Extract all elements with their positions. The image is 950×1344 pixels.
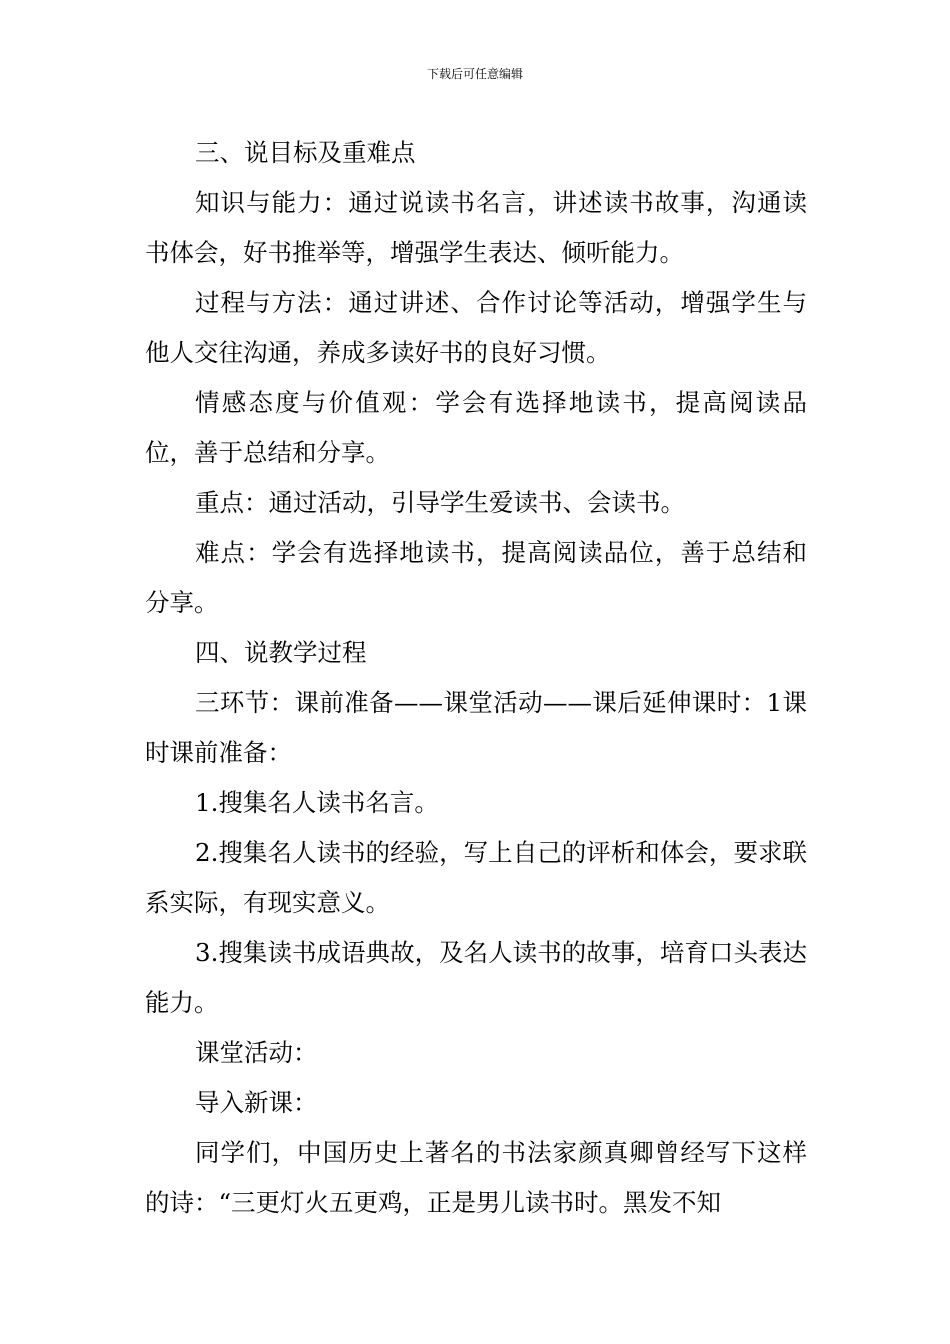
paragraph-emotion-values: 情感态度与价值观：学会有选择地读书，提高阅读品位，善于总结和分享。 <box>145 388 807 467</box>
subheading-class-activity: 课堂活动： <box>195 1038 318 1067</box>
paragraph-introduction-text: 同学们，中国历史上著名的书法家颜真卿曾经写下这样的诗：“三更灯火五更鸡，正是男儿读书时。黑发不知 <box>145 1138 807 1217</box>
list-item-3: 3.搜集读书成语典故，及名人读书的故事，培育口头表达能力。 <box>145 938 807 1017</box>
paragraph-key-point: 重点：通过活动，引导学生爱读书、会读书。 <box>195 488 685 517</box>
section-heading-teaching-process: 四、说教学过程 <box>195 638 367 667</box>
paragraph-process-method: 过程与方法：通过讲述、合作讨论等活动，增强学生与他人交往沟通，养成多读好书的良好习惯。 <box>145 288 807 367</box>
document-body <box>145 128 807 1228</box>
paragraph-three-stages: 三环节：课前准备——课堂活动——课后延伸课时：1课时课前准备： <box>145 688 807 767</box>
paragraph-difficult-point: 难点：学会有选择地读书，提高阅读品位，善于总结和分享。 <box>145 538 807 617</box>
list-item-2: 2.搜集名人读书的经验，写上自己的评析和体会，要求联系实际，有现实意义。 <box>145 838 807 917</box>
list-item-1: 1.搜集名人读书名言。 <box>195 788 439 817</box>
subheading-introduction: 导入新课： <box>195 1088 318 1117</box>
section-heading-goals: 三、说目标及重难点 <box>195 138 416 167</box>
paragraph-knowledge-ability: 知识与能力：通过说读书名言，讲述读书故事，沟通读书体会，好书推举等，增强学生表达、倾听能力。 <box>145 188 807 267</box>
page-header-note: 下载后可任意编辑 <box>426 67 523 81</box>
